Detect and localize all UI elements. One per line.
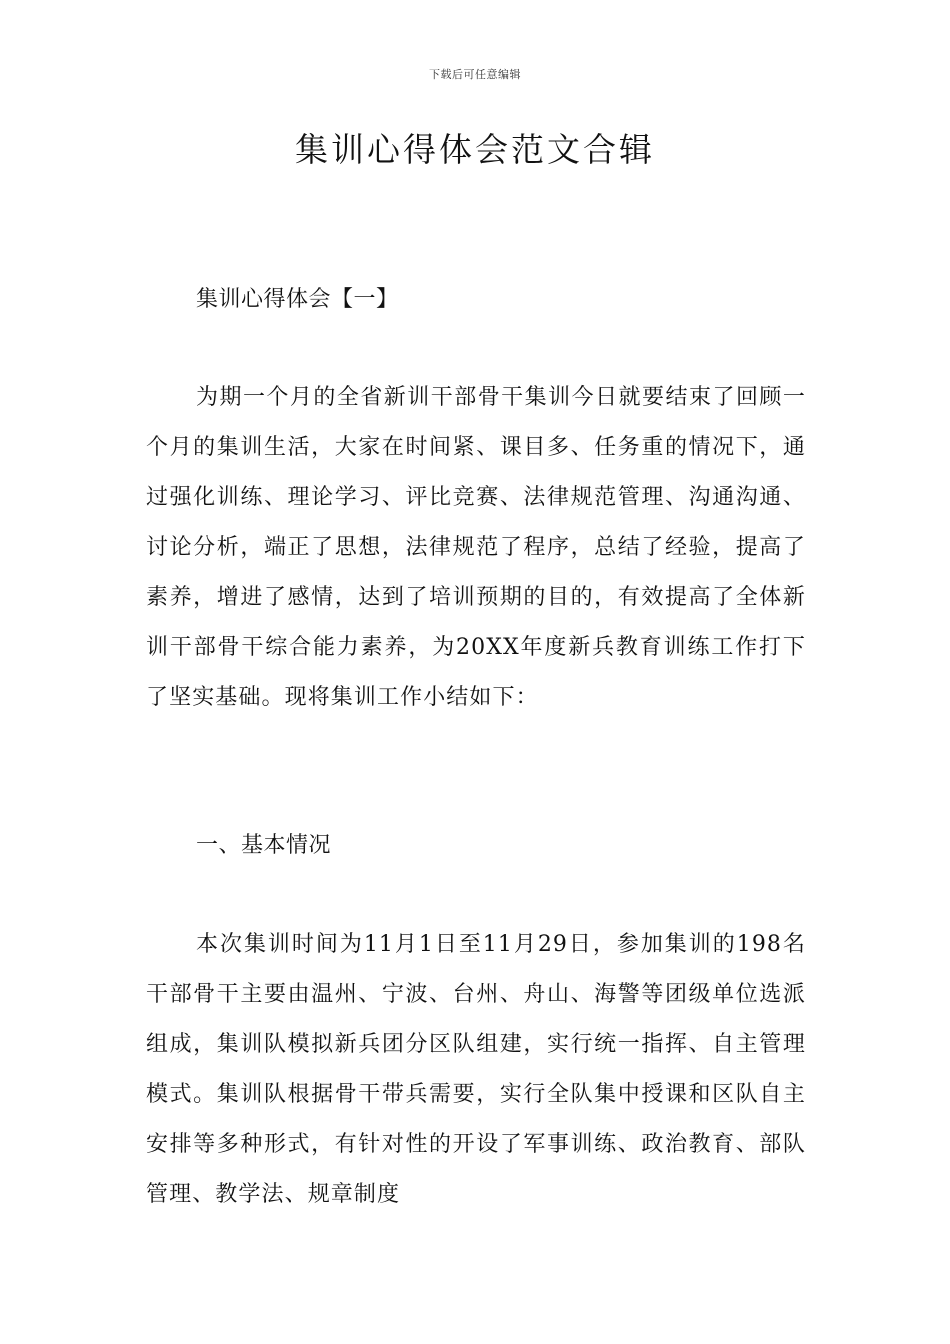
document-title: 集训心得体会范文合辑 <box>295 130 655 169</box>
body-paragraph: 本次集训时间为11月1日至11月29日，参加集训的198名干部骨干主要由温州、宁波、台州、舟山、海警等团级单位选派组成，集训队模拟新兵团分区队组建，实行统一指挥、自主管理模式。集训队根据骨干带兵需要，实行全队集中授课和区队自主安排等多种形式，有针对性的开设了军事训练、政治教育、部队管理、教学法、规章制度 <box>146 932 806 1207</box>
subsection-heading: 一、基本情况 <box>196 833 332 858</box>
header-note: 下载后可任意编辑 <box>429 68 521 81</box>
body-paragraph: 为期一个月的全省新训干部骨干集训今日就要结束了回顾一个月的集训生活，大家在时间紧、课目多、任务重的情况下，通过强化训练、理论学习、评比竞赛、法律规范管理、沟通沟通、讨论分析，端正了思想，法律规范了程序，总结了经验，提高了素养，增进了感情，达到了培训预期的目的，有效提高了全体新训干部骨干综合能力素养，为20XX年度新兵教育训练工作打下了坚实基础。现将集训工作小结如下： <box>146 385 806 710</box>
section-heading: 集训心得体会【一】 <box>196 287 399 312</box>
